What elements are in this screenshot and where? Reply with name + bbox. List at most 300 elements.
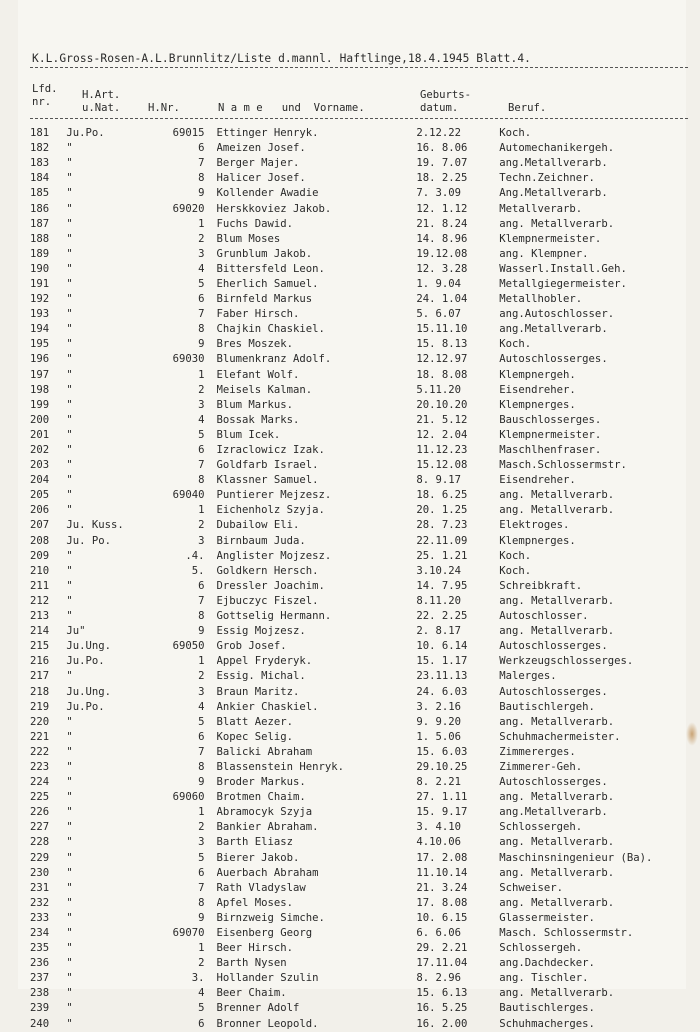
table-row (30, 518, 686, 533)
birthdate-cell: 4.10.06 (416, 836, 462, 849)
nat-cell: " (66, 428, 73, 441)
name-cell: Brenner Adolf (216, 1002, 300, 1015)
profession-cell: Schweiser. (499, 881, 564, 894)
header-hnr: H.Nr. (148, 102, 180, 114)
hnr-cell: 8 (198, 474, 205, 487)
profession-cell: Autoschlosserges. (499, 776, 608, 789)
table-row (30, 805, 686, 820)
lfd-cell: 213 (30, 610, 50, 623)
hnr-cell: 1 (198, 655, 205, 668)
name-cell: Eherlich Samuel. (216, 277, 319, 290)
birthdate-cell: 17.11.04 (416, 957, 468, 970)
lfd-cell: 201 (30, 428, 50, 441)
table-row (30, 141, 686, 156)
table-row (30, 232, 686, 247)
name-cell: Appel Fryderyk. (216, 655, 313, 668)
birthdate-cell: 3. 4.10 (416, 821, 462, 834)
table-row (30, 307, 686, 322)
profession-cell: Schreibkraft. (499, 579, 583, 592)
nat-cell: Ju.Po. (66, 700, 105, 713)
lfd-cell: 210 (30, 564, 50, 577)
hnr-cell: 6 (198, 730, 205, 743)
lfd-cell: 222 (30, 745, 50, 758)
name-cell: Blum Moses (216, 232, 281, 245)
birthdate-cell: 15. 1.17 (416, 655, 468, 668)
profession-cell: Schlossergeh. (499, 821, 583, 834)
nat-cell: " (66, 972, 73, 985)
birthdate-cell: 19.12.08 (416, 247, 468, 260)
lfd-cell: 212 (30, 594, 50, 607)
profession-cell: Malerges. (499, 670, 557, 683)
birthdate-cell: 20. 1.25 (416, 504, 468, 517)
nat-cell: " (66, 142, 73, 155)
title-rule (30, 67, 688, 68)
birthdate-cell: 16. 8.06 (416, 142, 468, 155)
profession-cell: Schlossergeh. (499, 942, 583, 955)
name-cell: Bittersfeld Leon. (216, 262, 325, 275)
nat-cell: " (66, 308, 73, 321)
hnr-cell: 8 (198, 323, 205, 336)
nat-cell: " (66, 927, 73, 940)
hnr-cell: 8 (198, 896, 205, 909)
nat-cell: " (66, 564, 73, 577)
birthdate-cell: 8.11.20 (416, 594, 462, 607)
nat-cell: " (66, 293, 73, 306)
hnr-cell: 3 (198, 836, 205, 849)
profession-cell: Autoschlosser. (499, 610, 589, 623)
lfd-cell: 198 (30, 383, 50, 396)
lfd-cell: 237 (30, 972, 50, 985)
lfd-cell: 220 (30, 715, 50, 728)
lfd-cell: 188 (30, 232, 50, 245)
nat-cell: Ju. Po. (66, 534, 111, 547)
birthdate-cell: 27. 1.11 (416, 791, 468, 804)
birthdate-cell: 15.12.08 (416, 459, 468, 472)
hnr-cell: 4 (198, 987, 205, 1000)
table-row (30, 639, 686, 654)
lfd-cell: 200 (30, 413, 50, 426)
profession-cell: Zimmererges. (499, 745, 576, 758)
lfd-cell: 204 (30, 474, 50, 487)
profession-cell: Automechanikergeh. (499, 142, 615, 155)
birthdate-cell: 5. 6.07 (416, 308, 462, 321)
hnr-cell: 69070 (172, 927, 205, 940)
table-row (30, 428, 686, 443)
table-row (30, 609, 686, 624)
nat-cell: " (66, 157, 73, 170)
lfd-cell: 207 (30, 519, 50, 532)
nat-cell: " (66, 247, 73, 260)
header-rule (30, 118, 688, 119)
lfd-cell: 215 (30, 640, 50, 653)
hnr-cell: 69050 (172, 640, 205, 653)
name-cell: Klassner Samuel. (216, 474, 319, 487)
table-row (30, 201, 686, 216)
birthdate-cell: 12. 1.12 (416, 202, 468, 215)
header-lfd-line2: nr. (32, 96, 52, 108)
header-geb (420, 89, 471, 115)
name-cell: Chajkin Chaskiel. (216, 323, 325, 336)
lfd-cell: 193 (30, 308, 50, 321)
birthdate-cell: 15. 9.17 (416, 806, 468, 819)
birthdate-cell: 24. 6.03 (416, 685, 468, 698)
lfd-cell: 199 (30, 398, 50, 411)
hnr-cell: 2 (198, 821, 205, 834)
lfd-cell: 232 (30, 896, 50, 909)
table-row (30, 1017, 686, 1032)
hnr-cell: 2 (198, 957, 205, 970)
lfd-cell: 217 (30, 670, 50, 683)
table-row (30, 247, 686, 262)
lfd-cell: 230 (30, 866, 50, 879)
birthdate-cell: 10. 6.14 (416, 640, 468, 653)
birthdate-cell: 15. 6.03 (416, 745, 468, 758)
hnr-cell: 4 (198, 413, 205, 426)
table-row (30, 488, 686, 503)
lfd-cell: 214 (30, 625, 50, 638)
lfd-cell: 238 (30, 987, 50, 1000)
name-cell: Berger Majer. (216, 157, 300, 170)
hnr-cell: 4 (198, 262, 205, 275)
nat-cell: " (66, 398, 73, 411)
birthdate-cell: 11.12.23 (416, 444, 468, 457)
table-row (30, 911, 686, 926)
lfd-cell: 239 (30, 1002, 50, 1015)
table-row (30, 835, 686, 850)
name-cell: Essig Mojzesz. (216, 625, 306, 638)
birthdate-cell: 15. 8.13 (416, 338, 468, 351)
table-row (30, 473, 686, 488)
lfd-cell: 226 (30, 806, 50, 819)
profession-cell: Klempnergeh. (499, 368, 576, 381)
birthdate-cell: 1. 9.04 (416, 277, 462, 290)
profession-cell: ang. Metallverarb. (499, 504, 615, 517)
document-sheet (18, 0, 686, 1030)
hnr-cell: 69015 (172, 127, 205, 140)
nat-cell: " (66, 942, 73, 955)
table-row (30, 941, 686, 956)
nat-cell: " (66, 957, 73, 970)
nat-cell: " (66, 881, 73, 894)
table-row (30, 564, 686, 579)
hnr-cell: 9 (198, 625, 205, 638)
table-row (30, 458, 686, 473)
birthdate-cell: 12.12.97 (416, 353, 468, 366)
name-cell: Izraclowicz Izak. (216, 444, 325, 457)
profession-cell: Klempnermeister. (499, 232, 602, 245)
profession-cell: Bautischlergeh. (499, 700, 595, 713)
hnr-cell: 5 (198, 277, 205, 290)
hnr-cell: 9 (198, 911, 205, 924)
hnr-cell: 6 (198, 444, 205, 457)
table-row (30, 126, 686, 141)
table-row (30, 549, 686, 564)
hnr-cell: 2 (198, 383, 205, 396)
nat-cell: " (66, 594, 73, 607)
nat-cell: " (66, 851, 73, 864)
table-row (30, 413, 686, 428)
profession-cell: Glassermeister. (499, 911, 595, 924)
profession-cell: Metallhobler. (499, 293, 583, 306)
birthdate-cell: 17. 8.08 (416, 896, 468, 909)
hnr-cell: 8 (198, 172, 205, 185)
hnr-cell: 69060 (172, 791, 205, 804)
profession-cell: ang. Metallverarb. (499, 625, 615, 638)
lfd-cell: 194 (30, 323, 50, 336)
profession-cell: Zimmerer-Geh. (499, 760, 583, 773)
prisoner-table-body (30, 126, 686, 1032)
table-row (30, 624, 686, 639)
birthdate-cell: 2. 8.17 (416, 625, 462, 638)
name-cell: Ameizen Josef. (216, 142, 306, 155)
hnr-cell: 2 (198, 670, 205, 683)
hnr-cell: .4. (185, 549, 205, 562)
nat-cell: " (66, 791, 73, 804)
birthdate-cell: 14. 8.96 (416, 232, 468, 245)
table-row (30, 669, 686, 684)
hnr-cell: 6 (198, 142, 205, 155)
name-cell: Kopec Selig. (216, 730, 294, 743)
profession-cell: Schuhmacherges. (499, 1017, 595, 1030)
nat-cell: " (66, 323, 73, 336)
hnr-cell: 3 (198, 398, 205, 411)
document-title: K.L.Gross-Rosen-A.L.Brunnlitz/Liste d.mannl. Haftlinge,18.4.1945 Blatt.4. (32, 52, 531, 65)
header-lfd-line1: Lfd. (32, 83, 58, 95)
name-cell: Blatt Aezer. (216, 715, 294, 728)
birthdate-cell: 12. 2.04 (416, 428, 468, 441)
table-row (30, 851, 686, 866)
table-row (30, 337, 686, 352)
table-row (30, 352, 686, 367)
lfd-cell: 236 (30, 957, 50, 970)
lfd-cell: 223 (30, 760, 50, 773)
name-cell: Blassenstein Henryk. (216, 760, 345, 773)
hnr-cell: 7 (198, 881, 205, 894)
profession-cell: Ang.Metallverarb. (499, 187, 608, 200)
profession-cell: ang. Metallverarb. (499, 866, 615, 879)
header-hart (82, 89, 120, 115)
table-row (30, 820, 686, 835)
header-hart-line2: u.Nat. (82, 102, 121, 114)
nat-cell: Ju" (66, 625, 86, 638)
name-cell: Blumenkranz Adolf. (216, 353, 332, 366)
lfd-cell: 182 (30, 142, 50, 155)
nat-cell: " (66, 383, 73, 396)
profession-cell: Masch.Schlossermstr. (499, 459, 627, 472)
birthdate-cell: 1. 5.06 (416, 730, 462, 743)
name-cell: Apfel Moses. (216, 896, 294, 909)
hnr-cell: 6 (198, 866, 205, 879)
hnr-cell: 6 (198, 579, 205, 592)
hnr-cell: 1 (198, 504, 205, 517)
birthdate-cell: 24. 1.04 (416, 293, 468, 306)
hnr-cell: 6 (198, 1017, 205, 1030)
profession-cell: Klempnerges. (499, 534, 576, 547)
name-cell: Halicer Josef. (216, 172, 306, 185)
lfd-cell: 229 (30, 851, 50, 864)
nat-cell: " (66, 172, 73, 185)
hnr-cell: 9 (198, 187, 205, 200)
lfd-cell: 234 (30, 927, 50, 940)
profession-cell: Wasserl.Install.Geh. (499, 262, 627, 275)
name-cell: Grob Josef. (216, 640, 287, 653)
birthdate-cell: 18. 6.25 (416, 489, 468, 502)
nat-cell: " (66, 353, 73, 366)
lfd-cell: 205 (30, 489, 50, 502)
hnr-cell: 7 (198, 308, 205, 321)
birthdate-cell: 21. 5.12 (416, 413, 468, 426)
nat-cell: " (66, 806, 73, 819)
name-cell: Anglister Mojzesz. (216, 549, 332, 562)
hnr-cell: 6 (198, 293, 205, 306)
profession-cell: Autoschlosserges. (499, 353, 608, 366)
name-cell: Elefant Wolf. (216, 368, 300, 381)
profession-cell: Koch. (499, 549, 532, 562)
table-row (30, 383, 686, 398)
nat-cell: Ju.Ung. (66, 640, 111, 653)
birthdate-cell: 19. 7.07 (416, 157, 468, 170)
name-cell: Beer Hirsch. (216, 942, 294, 955)
lfd-cell: 216 (30, 655, 50, 668)
birthdate-cell: 16. 5.25 (416, 1002, 468, 1015)
birthdate-cell: 22.11.09 (416, 534, 468, 547)
table-row (30, 292, 686, 307)
profession-cell: ang. Metallverarb. (499, 987, 615, 1000)
profession-cell: ang. Metallverarb. (499, 715, 615, 728)
hnr-cell: 9 (198, 776, 205, 789)
table-row (30, 956, 686, 971)
table-row (30, 322, 686, 337)
lfd-cell: 183 (30, 157, 50, 170)
profession-cell: ang. Metallverarb. (499, 217, 615, 230)
table-row (30, 881, 686, 896)
table-row (30, 1001, 686, 1016)
name-cell: Birnzweig Simche. (216, 911, 325, 924)
nat-cell: " (66, 730, 73, 743)
hnr-cell: 3 (198, 247, 205, 260)
lfd-cell: 224 (30, 776, 50, 789)
lfd-cell: 233 (30, 911, 50, 924)
nat-cell: " (66, 745, 73, 758)
nat-cell: " (66, 715, 73, 728)
nat-cell: " (66, 610, 73, 623)
prisoner-table (30, 126, 686, 1032)
hnr-cell: 8 (198, 760, 205, 773)
birthdate-cell: 16. 2.00 (416, 1017, 468, 1030)
table-row (30, 700, 686, 715)
lfd-cell: 231 (30, 881, 50, 894)
hnr-cell: 2 (198, 232, 205, 245)
name-cell: Hollander Szulin (216, 972, 319, 985)
birthdate-cell: 12. 3.28 (416, 262, 468, 275)
profession-cell: Maschlhenfraser. (499, 444, 602, 457)
table-row (30, 684, 686, 699)
birthdate-cell: 8. 9.17 (416, 474, 462, 487)
birthdate-cell: 7. 3.09 (416, 187, 462, 200)
lfd-cell: 187 (30, 217, 50, 230)
lfd-cell: 211 (30, 579, 50, 592)
name-cell: Kollender Awadie (216, 187, 319, 200)
name-cell: Bierer Jakob. (216, 851, 300, 864)
lfd-cell: 208 (30, 534, 50, 547)
hnr-cell: 3 (198, 534, 205, 547)
name-cell: Goldfarb Israel. (216, 459, 319, 472)
profession-cell: Werkzeugschlosserges. (499, 655, 634, 668)
name-cell: Bossak Marks. (216, 413, 300, 426)
profession-cell: Eisendreher. (499, 383, 576, 396)
lfd-cell: 206 (30, 504, 50, 517)
table-row (30, 277, 686, 292)
profession-cell: ang. Klempner. (499, 247, 589, 260)
profession-cell: ang.Metallverarb. (499, 806, 608, 819)
birthdate-cell: 15. 6.13 (416, 987, 468, 1000)
name-cell: Eichenholz Szyja. (216, 504, 325, 517)
nat-cell: " (66, 217, 73, 230)
name-cell: Blum Markus. (216, 398, 294, 411)
nat-cell: " (66, 1017, 73, 1030)
table-row (30, 443, 686, 458)
profession-cell: ang.Autoschlosser. (499, 308, 615, 321)
hnr-cell: 7 (198, 157, 205, 170)
profession-cell: Koch. (499, 338, 532, 351)
nat-cell: Ju. Kuss. (66, 519, 124, 532)
name-cell: Auerbach Abraham (216, 866, 319, 879)
birthdate-cell: 17. 2.08 (416, 851, 468, 864)
nat-cell: " (66, 489, 73, 502)
name-cell: Faber Hirsch. (216, 308, 300, 321)
hnr-cell: 1 (198, 368, 205, 381)
lfd-cell: 191 (30, 277, 50, 290)
birthdate-cell: 21. 8.24 (416, 217, 468, 230)
paper-stain (686, 722, 698, 746)
profession-cell: Eisendreher. (499, 474, 576, 487)
lfd-cell: 186 (30, 202, 50, 215)
birthdate-cell: 18. 8.08 (416, 368, 468, 381)
name-cell: Braun Maritz. (216, 685, 300, 698)
table-row (30, 790, 686, 805)
table-row (30, 760, 686, 775)
name-cell: Barth Eliasz (216, 836, 294, 849)
profession-cell: ang. Metallverarb. (499, 791, 615, 804)
birthdate-cell: 15.11.10 (416, 323, 468, 336)
nat-cell: " (66, 187, 73, 200)
lfd-cell: 209 (30, 549, 50, 562)
name-cell: Bankier Abraham. (216, 821, 319, 834)
profession-cell: ang. Tischler. (499, 972, 589, 985)
header-lfd (32, 83, 58, 109)
lfd-cell: 181 (30, 127, 50, 140)
lfd-cell: 202 (30, 444, 50, 457)
nat-cell: " (66, 413, 73, 426)
nat-cell: " (66, 368, 73, 381)
nat-cell: " (66, 262, 73, 275)
table-row (30, 186, 686, 201)
table-row (30, 262, 686, 277)
profession-cell: Autoschlosserges. (499, 685, 608, 698)
name-cell: Birnbaum Juda. (216, 534, 306, 547)
birthdate-cell: 25. 1.21 (416, 549, 468, 562)
birthdate-cell: 3. 2.16 (416, 700, 462, 713)
nat-cell: Ju.Ung. (66, 685, 111, 698)
hnr-cell: 69040 (172, 489, 205, 502)
nat-cell: " (66, 670, 73, 683)
profession-cell: Metallgiegermeister. (499, 277, 627, 290)
profession-cell: Koch. (499, 127, 532, 140)
profession-cell: Bauschlosserges. (499, 413, 602, 426)
name-cell: Ejbuczyc Fiszel. (216, 594, 319, 607)
name-cell: Barth Nysen (216, 957, 287, 970)
lfd-cell: 221 (30, 730, 50, 743)
